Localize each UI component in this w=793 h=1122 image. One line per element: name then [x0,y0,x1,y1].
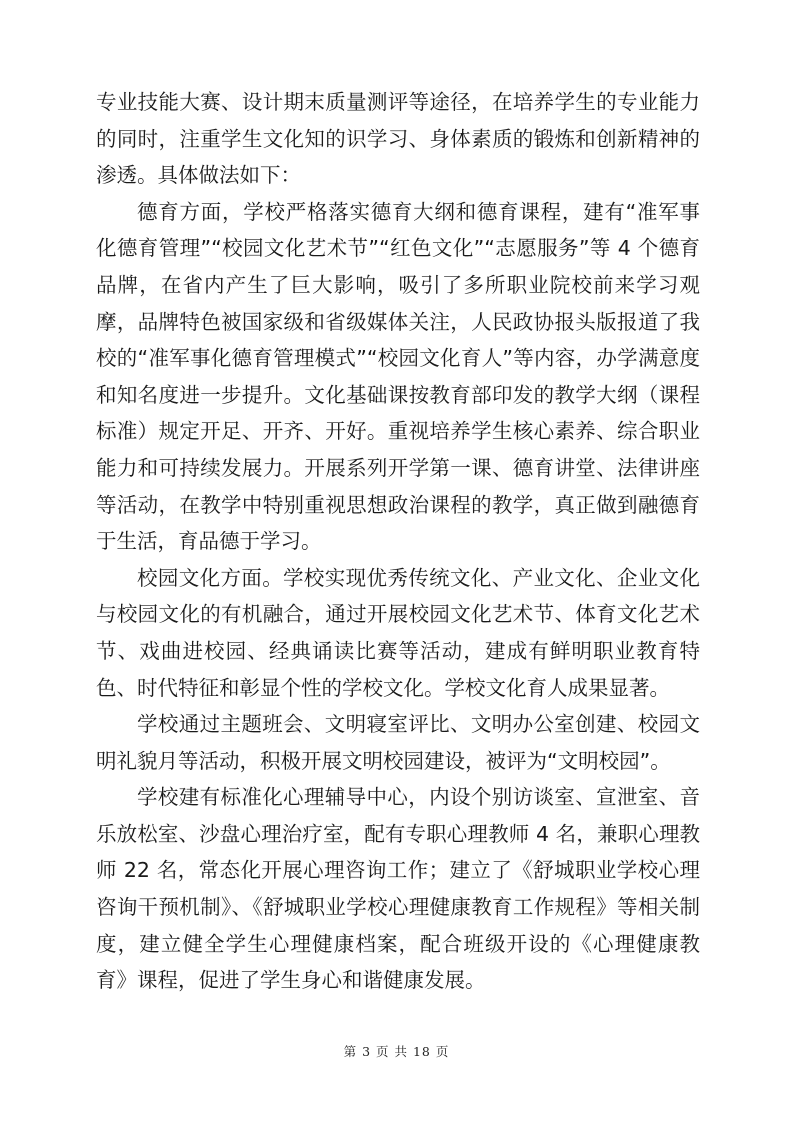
paragraph-intro: 专业技能大赛、设计期末质量测评等途径，在培养学生的专业能力的同时，注重学生文化知的识学习、身体素质的锻炼和创新精神的渗透。具体做法如下： [96,90,700,188]
paragraph-moral-education: 德育方面，学校严格落实德育大纲和德育课程，建有“准军事化德育管理”“校园文化艺术节”“红色文化”“志愿服务”等 4 个德育品牌，在省内产生了巨大影响，吸引了多所职业院校前来学习观摩，品牌特色被国家级和省级媒体关注，人民政协报头版报道了我校的“准军事化德育管理模式”“校园文化育人”等内容，办学满意度和知名度进一步提升。文化基础课按教育部印发的教学大纲（课程标准）规定开足、开齐、开好。重视培养学生核心素养、综合职业能力和可持续发展力。开展系列开学第一课、德育讲堂、法律讲座等活动，在教学中特别重视思想政治课程的教学，真正做到融德育于生活，育品德于学习。 [96,199,700,554]
paragraph-campus-culture: 校园文化方面。学校实现优秀传统文化、产业文化、企业文化与校园文化的有机融合，通过开展校园文化艺术节、体育文化艺术节、戏曲进校园、经典诵读比赛等活动，建成有鲜明职业教育特色、时代特征和彰显个性的学校文化。学校文化育人成果显著。 [96,565,700,700]
paragraph-civilized-campus: 学校通过主题班会、文明寝室评比、文明办公室创建、校园文明礼貌月等活动，积极开展文明校园建设，被评为“文明校园”。 [96,712,700,773]
page-number: 第 3 页 共 18 页 [343,1044,450,1059]
paragraph-mental-health: 学校建有标准化心理辅导中心，内设个别访谈室、宣泄室、音乐放松室、沙盘心理治疗室，配有专职心理教师 4 名，兼职心理教师 22 名，常态化开展心理咨询工作；建立了《舒城职业学校心理咨询干预机制》、《舒城职业学校心理健康教育工作规程》等相关制度，建立健全学生心理健康档案，配合班级开设的《心理健康教育》课程，促进了学生身心和谐健康发展。 [96,785,700,993]
document-body [96,84,700,999]
